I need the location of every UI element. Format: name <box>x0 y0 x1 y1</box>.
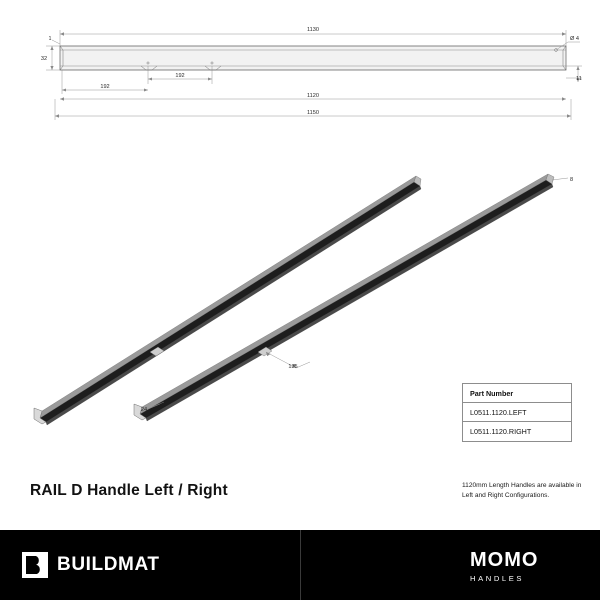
buildmat-mark-icon <box>22 552 48 578</box>
momo-subtitle: HANDLES <box>470 574 525 583</box>
dim-overall-top: 1130 <box>306 27 320 33</box>
dim-overall-bottom: 1150 <box>306 110 320 116</box>
momo-wordmark: MOMO <box>470 549 539 571</box>
dim-height-right: 11 <box>576 76 582 82</box>
footer-bar <box>0 530 600 600</box>
dim-height-left: 32 <box>40 56 48 62</box>
momo-logo <box>470 550 538 583</box>
dim-hole-diameter: Ø 4 <box>570 36 580 42</box>
footer-divider <box>300 530 301 600</box>
dim-spacing-left: 192 <box>100 84 110 90</box>
part-number-table <box>462 383 572 442</box>
buildmat-wordmark: BUILDMAT <box>57 554 160 575</box>
dim-thickness-tick: 1 <box>48 36 52 42</box>
dim-iso-offset: 135 <box>288 364 298 370</box>
top-view-dimensions <box>46 30 582 120</box>
dim-iso-leg: 24 <box>140 407 148 413</box>
dim-spacing-right: 192 <box>175 73 185 79</box>
top-elevation-view <box>60 46 566 70</box>
part-table-note: 1120mm Length Handles are available in Left and Right Configurations. <box>462 482 582 499</box>
handle-upper <box>34 176 421 425</box>
dim-overall-mid: 1120 <box>306 93 320 99</box>
part-table-row-left: L0511.1120.LEFT <box>463 403 571 422</box>
dim-iso-depth: 8 <box>570 177 574 183</box>
part-table-header: Part Number <box>463 384 571 403</box>
buildmat-logo <box>22 552 160 578</box>
part-table-row-right: L0511.1120.RIGHT <box>463 422 571 441</box>
top-view-dimension-labels <box>41 27 582 116</box>
page-title: RAIL D Handle Left / Right <box>30 482 228 499</box>
